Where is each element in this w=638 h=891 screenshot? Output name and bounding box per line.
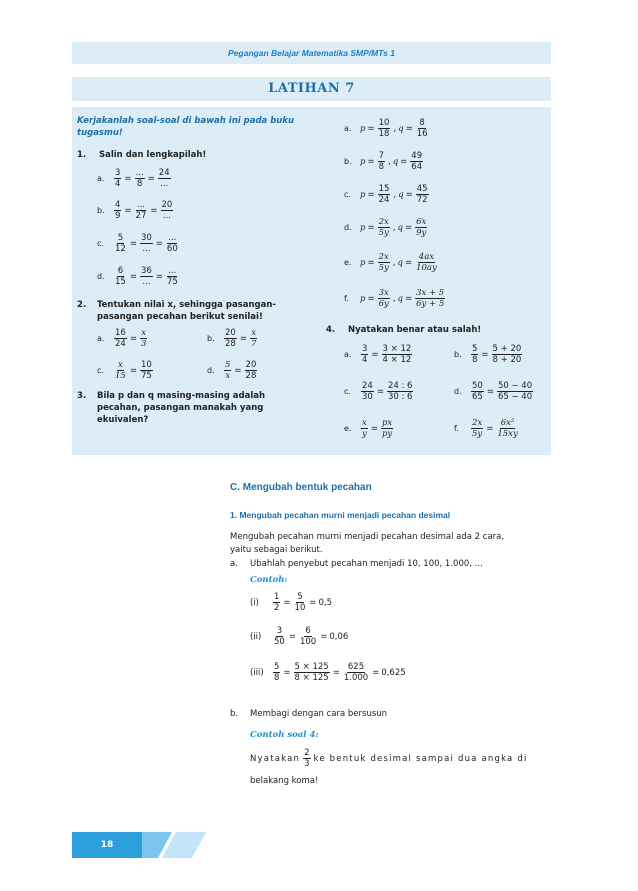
fraction: $\frac{...}{75}$	[166, 266, 178, 287]
fraction: $\frac{3}{4}$	[115, 168, 121, 189]
page-number: 18	[72, 832, 142, 858]
fraction: $\frac{30}{...}$	[140, 233, 152, 254]
q-letter: q	[397, 257, 403, 268]
fraction: $\frac{15}{24}$	[378, 184, 390, 205]
fraction: $\frac{...}{8}$	[135, 168, 144, 189]
q2-heading	[77, 299, 276, 323]
item-label: b.	[344, 157, 352, 166]
intro-line1: Mengubah pecahan murni menjadi pecahan desimal ada 2 cara,	[230, 532, 505, 542]
item-label: a.	[344, 350, 352, 359]
item-label: c.	[97, 239, 104, 248]
q3-line1: Bila p dan q masing-masing adalah	[97, 391, 266, 401]
fraction: $\frac{3x + 5}{6y + 5}$	[416, 288, 445, 309]
item-label: f.	[454, 424, 459, 433]
q2-line1: Tentukan nilai x, sehingga pasangan-	[97, 300, 276, 310]
q-letter: q	[398, 123, 404, 134]
p-letter: p	[360, 123, 366, 134]
fraction: $\frac{\text{6x²}}{15xy}$	[497, 418, 518, 439]
soal-text	[250, 748, 528, 769]
fraction: $\frac{24}{...}$	[158, 168, 170, 189]
fraction: $\frac{6}{15}$	[115, 266, 126, 287]
fraction: $\frac{45}{72}$	[416, 184, 428, 205]
intro-text	[230, 531, 504, 557]
contoh-soal-label: Contoh soal 4:	[250, 730, 319, 740]
fraction: $\frac{...}{27}$	[135, 200, 147, 221]
example-i: (i) $\frac{1}{2}$ = $\frac{5}{10}$ = 0,5	[250, 592, 333, 613]
item-label: e.	[344, 424, 352, 433]
q1-number: 1.	[77, 150, 87, 160]
section-title: C. Mengubah bentuk pecahan	[230, 482, 372, 493]
fraction: $\frac{2x}{5y}$	[472, 418, 483, 439]
example-label: (ii)	[250, 631, 262, 642]
q4-item-a: a. $\frac{3}{4}$ = $\frac{3 \times 12}{4 \times 12}$	[344, 344, 412, 365]
fraction: $\frac{24 : 6}{30 : 6}$	[387, 381, 413, 402]
q2-item-d: d. $\frac{5}{x}$ = $\frac{20}{28}$	[207, 360, 257, 381]
fraction: $\frac{5}{12}$	[115, 233, 126, 254]
fraction: $\frac{5}{8}$	[472, 344, 478, 365]
q3-heading	[77, 390, 265, 426]
item-label: a.	[344, 124, 352, 133]
q-letter: q	[398, 189, 404, 200]
item-label: c.	[344, 190, 351, 199]
method-a-label: a.	[230, 559, 238, 569]
fraction: $\frac{10}{18}$	[378, 118, 390, 139]
fraction: $\frac{20}{28}$	[245, 360, 257, 381]
subsection-title: 1. Mengubah pecahan murni menjadi pecahan desimal	[230, 510, 451, 520]
item-label: a.	[97, 174, 105, 183]
example-label: (iii)	[250, 667, 264, 678]
q4-item-f: f. $\frac{2x}{5y}$ = $\frac{\text{6x²}}{15xy}$	[454, 418, 518, 439]
fraction: $\frac{x}{3}$	[140, 328, 147, 349]
soal-post: ke bentuk desimal sampai dua angka di	[313, 753, 528, 764]
item-label: d.	[207, 366, 215, 375]
example-result: 0,5	[318, 597, 333, 608]
fraction: $\frac{5 \times 125}{8 \times 125}$	[294, 662, 329, 683]
latihan-title: LATIHAN 7	[268, 81, 355, 96]
q3-item-b: b. p = $\frac{7}{8}$ , q = $\frac{49}{64}$	[344, 151, 423, 172]
q1-item-c: c. $\frac{5}{12}$ = $\frac{30}{...}$ = $\frac{...}{60}$	[97, 233, 178, 254]
q1-item-d: d. $\frac{6}{15}$ = $\frac{36}{...}$ = $\frac{...}{75}$	[97, 266, 178, 287]
fraction: $\frac{50 - 40}{65 - 40}$	[497, 381, 533, 402]
item-label: d.	[97, 272, 105, 281]
fraction: $\frac{3}{50}$	[274, 626, 285, 647]
p-letter: p	[360, 222, 366, 233]
fraction: $\frac{36}{...}$	[140, 266, 152, 287]
fraction: $\frac{2x}{5y}$	[378, 252, 389, 273]
q1-heading	[77, 150, 206, 160]
q-letter: q	[392, 156, 399, 167]
q3-line2: pecahan, pasangan manakah yang	[97, 403, 264, 413]
method-b-text: Membagi dengan cara bersusun	[250, 709, 388, 719]
fraction: $\frac{4ax}{10ay}$	[416, 252, 437, 273]
item-label: c.	[344, 387, 351, 396]
method-b-label: b.	[230, 709, 239, 719]
item-label: a.	[97, 334, 105, 343]
example-ii: (ii) $\frac{3}{50}$ = $\frac{6}{100}$ = 0,06	[250, 626, 349, 647]
fraction: $\frac{3x}{6y}$	[378, 288, 389, 309]
fraction: $\frac{8}{16}$	[416, 118, 428, 139]
q3-line3: ekuivalen?	[97, 415, 149, 425]
q3-item-d: d. p = $\frac{2x}{5y}$ , q = $\frac{6x}{9y}$	[344, 217, 427, 238]
item-label: f.	[344, 294, 349, 303]
item-label: e.	[344, 258, 352, 267]
fraction: $\frac{x}{7}$	[250, 328, 257, 349]
q4-item-e: e. $\frac{x}{y}$ = $\frac{px}{py}$	[344, 418, 393, 439]
fraction: $\frac{10}{75}$	[140, 360, 152, 381]
item-label: b.	[454, 350, 462, 359]
q3-item-e: e. p = $\frac{2x}{5y}$ , q = $\frac{4ax}{10ay}$	[344, 252, 437, 273]
q4-item-d: d. $\frac{50}{65}$ = $\frac{50 - 40}{65 - 40}$	[454, 381, 533, 402]
fraction: $\frac{6x}{9y}$	[416, 217, 427, 238]
item-label: b.	[97, 206, 105, 215]
example-iii: (iii) $\frac{5}{8}$ = $\frac{5 \times 125}{8 \times 125}$ = $\frac{625}{1.000}$ = 0,625	[250, 662, 406, 683]
q2-line2: pasangan pecahan berikut senilai!	[97, 312, 263, 322]
q2-item-c: c. $\frac{x}{15}$ = $\frac{10}{75}$	[97, 360, 152, 381]
q4-item-b: b. $\frac{5}{8}$ = $\frac{5 + 20}{8 + 20}$	[454, 344, 522, 365]
fraction: $\frac{5 + 20}{8 + 20}$	[492, 344, 522, 365]
fraction: $\frac{6}{100}$	[299, 626, 317, 647]
soal-pre: Nyatakan	[250, 753, 301, 764]
q3-item-a: a. p = $\frac{10}{18}$ , q = $\frac{8}{16}$	[344, 118, 428, 139]
fraction: $\frac{5}{x}$	[225, 360, 231, 381]
fraction: $\frac{4}{9}$	[115, 200, 121, 221]
fraction: $\frac{2}{3}$	[304, 748, 310, 769]
intro-line2: yaitu sebagai berikut.	[230, 545, 323, 555]
fraction: $\frac{1}{2}$	[274, 592, 280, 613]
p-letter: p	[360, 257, 366, 268]
q2-number: 2.	[77, 300, 87, 310]
q-letter: q	[397, 222, 403, 233]
p-letter: p	[360, 156, 366, 167]
fraction: $\frac{16}{24}$	[115, 328, 126, 349]
method-a-text: Ubahlah penyebut pecahan menjadi 10, 100, 1.000, ...	[250, 559, 483, 569]
q4-number: 4.	[326, 325, 336, 335]
q1-text: Salin dan lengkapilah!	[99, 150, 207, 160]
q-letter: q	[397, 293, 403, 304]
soal-line2: belakang koma!	[250, 776, 319, 786]
q4-item-c: c. $\frac{24}{30}$ = $\frac{24 : 6}{30 : 6}$	[344, 381, 413, 402]
item-label: d.	[344, 223, 352, 232]
example-result: 0,06	[329, 631, 349, 642]
p-letter: p	[360, 293, 366, 304]
q1-item-b: b. $\frac{4}{9}$ = $\frac{...}{27}$ = $\frac{20}{...}$	[97, 200, 173, 221]
instruction-text: Kerjakanlah soal-soal di bawah ini pada buku tugasmu!	[77, 116, 295, 138]
fraction: $\frac{20}{28}$	[225, 328, 236, 349]
fraction: $\frac{3}{4}$	[362, 344, 368, 365]
fraction: $\frac{20}{...}$	[161, 200, 173, 221]
q3-item-c: c. p = $\frac{15}{24}$ , q = $\frac{45}{72}$	[344, 184, 428, 205]
fraction: $\frac{5}{8}$	[274, 662, 280, 683]
p-letter: p	[360, 189, 366, 200]
fraction: $\frac{x}{y}$	[362, 418, 367, 439]
fraction: $\frac{50}{65}$	[472, 381, 483, 402]
method-b	[230, 708, 387, 721]
fraction: $\frac{2x}{5y}$	[378, 217, 389, 238]
item-label: d.	[454, 387, 462, 396]
q3-number: 3.	[77, 391, 87, 401]
q2-item-b: b. $\frac{20}{28}$ = $\frac{x}{7}$	[207, 328, 257, 349]
q4-heading	[326, 325, 481, 335]
q4-text: Nyatakan benar atau salah!	[348, 325, 482, 335]
method-a	[230, 558, 483, 571]
fraction: $\frac{5}{10}$	[294, 592, 306, 613]
fraction: $\frac{px}{py}$	[381, 418, 393, 439]
q2-item-a: a. $\frac{16}{24}$ = $\frac{x}{3}$	[97, 328, 147, 349]
fraction: $\frac{49}{64}$	[411, 151, 423, 172]
fraction: $\frac{7}{8}$	[378, 151, 384, 172]
fraction: $\frac{3 \times 12}{4 \times 12}$	[382, 344, 412, 365]
fraction: $\frac{24}{30}$	[362, 381, 373, 402]
example-result: 0,625	[381, 667, 406, 678]
q1-item-a: a. $\frac{3}{4}$ = $\frac{...}{8}$ = $\frac{24}{...}$	[97, 168, 170, 189]
item-label: c.	[97, 366, 104, 375]
item-label: b.	[207, 334, 215, 343]
q3-item-f: f. p = $\frac{3x}{6y}$ , q = $\frac{3x + 5}{6y + 5}$	[344, 288, 445, 309]
fraction: $\frac{...}{60}$	[166, 233, 178, 254]
fraction: $\frac{x}{15}$	[115, 360, 126, 381]
header-title: Pegangan Belajar Matematika SMP/MTs 1	[228, 48, 395, 58]
fraction: $\frac{625}{1.000}$	[343, 662, 369, 683]
contoh-label: Contoh:	[250, 575, 288, 585]
example-label: (i)	[250, 597, 259, 608]
